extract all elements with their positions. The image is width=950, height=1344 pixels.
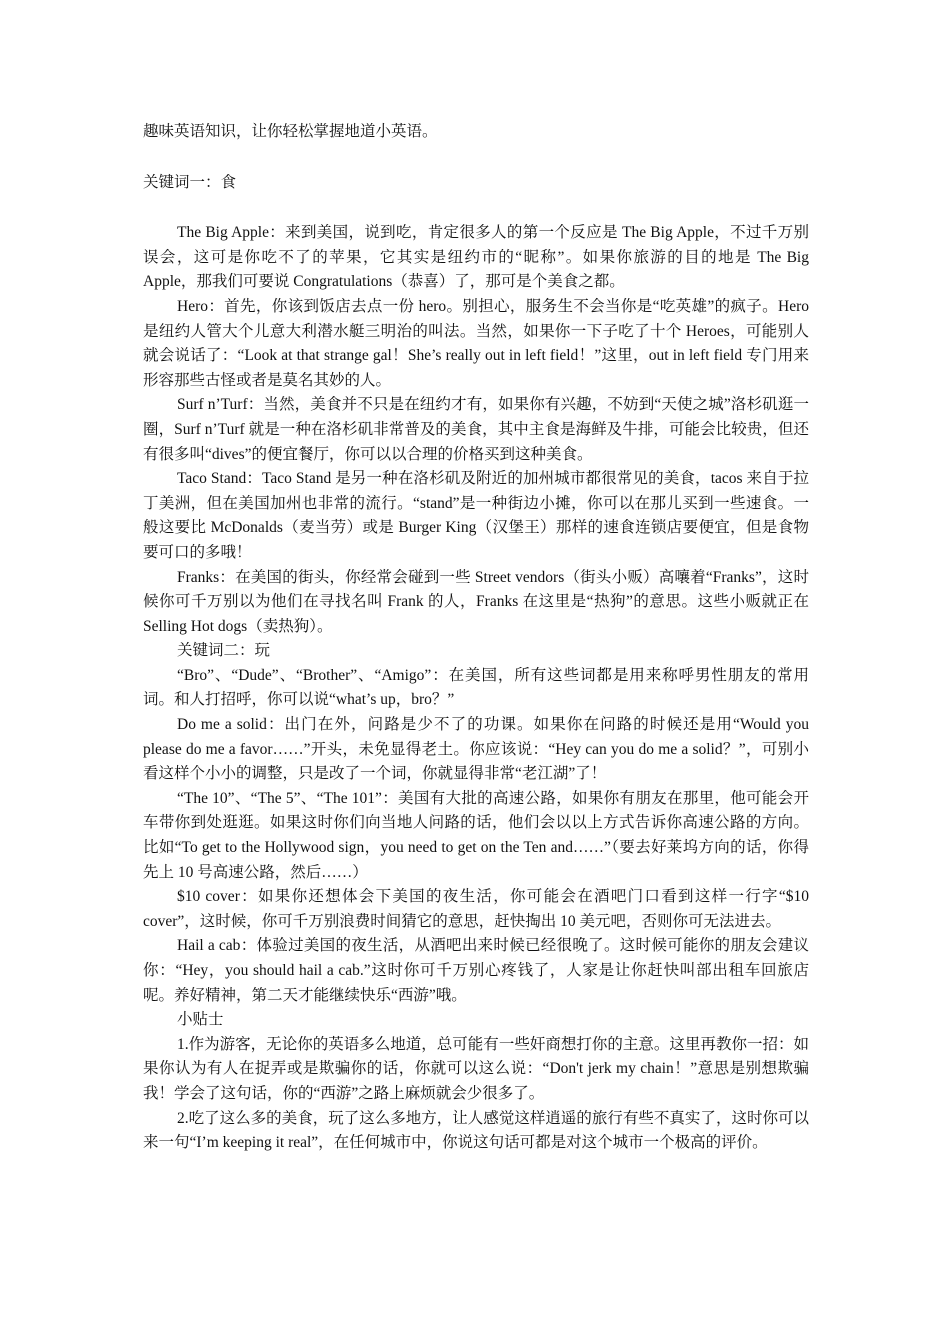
tip-item-1: 1.作为游客，无论你的英语多么地道，总可能有一些奸商想打你的主意。这里再教你一招：如果你认为有人在捉弄或是欺骗你的话，你就可以这么说：“Don't jerk my chain！”意思是别想欺骗我！学会了这句话，你的“西游”之路上麻烦就会少很多了。 — [143, 1035, 809, 1102]
keyword-heading-play: 关键词二：玩 — [177, 642, 271, 660]
tip-item-2: 2.吃了这么多的美食，玩了这么多地方，让人感觉这样逍遥的旅行有些不真实了，这时你可以来一句“I’m keeping it real”，在任何城市中，你说这句话可都是对这个城市一个极高的评价。 — [143, 1109, 809, 1152]
paragraph-highways: “The 10”、“The 5”、“The 101”：美国有大批的高速公路，如果你有朋友在那里，他可能会开车带你到处逛逛。如果这时你们向当地人问路的话，他们会以以上方式告诉你高速公路的方向。比如“To get to the Hollywood sign，you need to get on the Ten and……”（要去好莱坞方向的话，你得先上 10 号高速公路，然后……） — [143, 789, 809, 881]
tips-heading: 小贴士 — [177, 1011, 224, 1029]
paragraph-franks: Franks：在美国的街头，你经常会碰到一些 Street vendors（街头小贩）高嚷着“Franks”，这时候你可千万别以为他们在寻找名叫 Frank 的人，Franks 在这里是“热狗”的意思。这些小贩就正在 Selling Hot dogs（卖热狗）。 — [143, 568, 809, 635]
keyword-heading-food: 关键词一：食 — [143, 173, 237, 191]
paragraph-surf-n-turf: Surf n’Turf：当然，美食并不只是在纽约才有，如果你有兴趣，不妨到“天使之城”洛杉矶逛一圈，Surf n’Turf 就是一种在洛杉矶非常普及的美食，其中主食是海鲜及牛排，可能会比较贵，但还有很多叫“dives”的便宜餐厅，你可以以合理的价格买到这种美食。 — [143, 396, 809, 463]
intro-line: 趣味英语知识，让你轻松掌握地道小英语。 — [143, 123, 438, 140]
paragraph-big-apple: The Big Apple：来到美国，说到吃，肯定很多人的第一个反应是 The Big Apple，不过千万别误会，这可是你吃不了的苹果，它其实是纽约市的“昵称”。如果你旅游的目的地是 The Big Apple，那我们可要说 Congratulations（恭喜）了，那可是个美食之都。 — [143, 224, 809, 291]
document-page — [143, 120, 809, 1156]
paragraph-do-me-a-solid: Do me a solid：出门在外，问路是少不了的功课。如果你在问路的时候还是用“Would you please do me a favor……”开头，未免显得老土。你应该说：“Hey can you do me a solid？”，可别小看这样个小小的调整，只是改了一个词，你就显得非常“老江湖”了！ — [143, 716, 809, 783]
paragraph-hail-a-cab: Hail a cab：体验过美国的夜生活，从酒吧出来时候已经很晚了。这时候可能你的朋友会建议你：“Hey，you should hail a cab.”这时你可千万别心疼钱了，人家是让你赶快叫部出租车回旅店呢。养好精神，第二天才能继续快乐“西游”哦。 — [143, 937, 809, 1004]
paragraph-taco-stand: Taco Stand：Taco Stand 是另一种在洛杉矶及附近的加州城市都很常见的美食，tacos 来自于拉丁美洲，但在美国加州也非常的流行。“stand”是一种街边小摊，你可以在那儿买到一些速食。一般这要比 McDonalds（麦当劳）或是 Burger King（汉堡王）那样的速食连锁店要便宜，但是食物要可口的多哦！ — [143, 470, 809, 561]
paragraph-bro-dude: “Bro”、“Dude”、“Brother”、“Amigo”：在美国，所有这些词都是用来称呼男性朋友的常用词。和人打招呼，你可以说“what’s up，bro？” — [143, 666, 809, 709]
paragraph-10-cover: $10 cover：如果你还想体会下美国的夜生活，你可能会在酒吧门口看到这样一行字“$10 cover”，这时候，你可千万别浪费时间猜它的意思，赶快掏出 10 美元吧，否则你可无法进去。 — [143, 888, 809, 930]
paragraph-hero: Hero：首先，你该到饭店去点一份 hero。别担心，服务生不会当你是“吃英雄”的疯子。Hero 是纽约人管大个儿意大利潜水艇三明治的叫法。当然，如果你一下子吃了十个 Heroes，可能别人就会说话了：“Look at that strange gal！She’s really out in left field！”这里，out in left field 专门用来形容那些古怪或者是莫名其妙的人。 — [143, 297, 809, 389]
